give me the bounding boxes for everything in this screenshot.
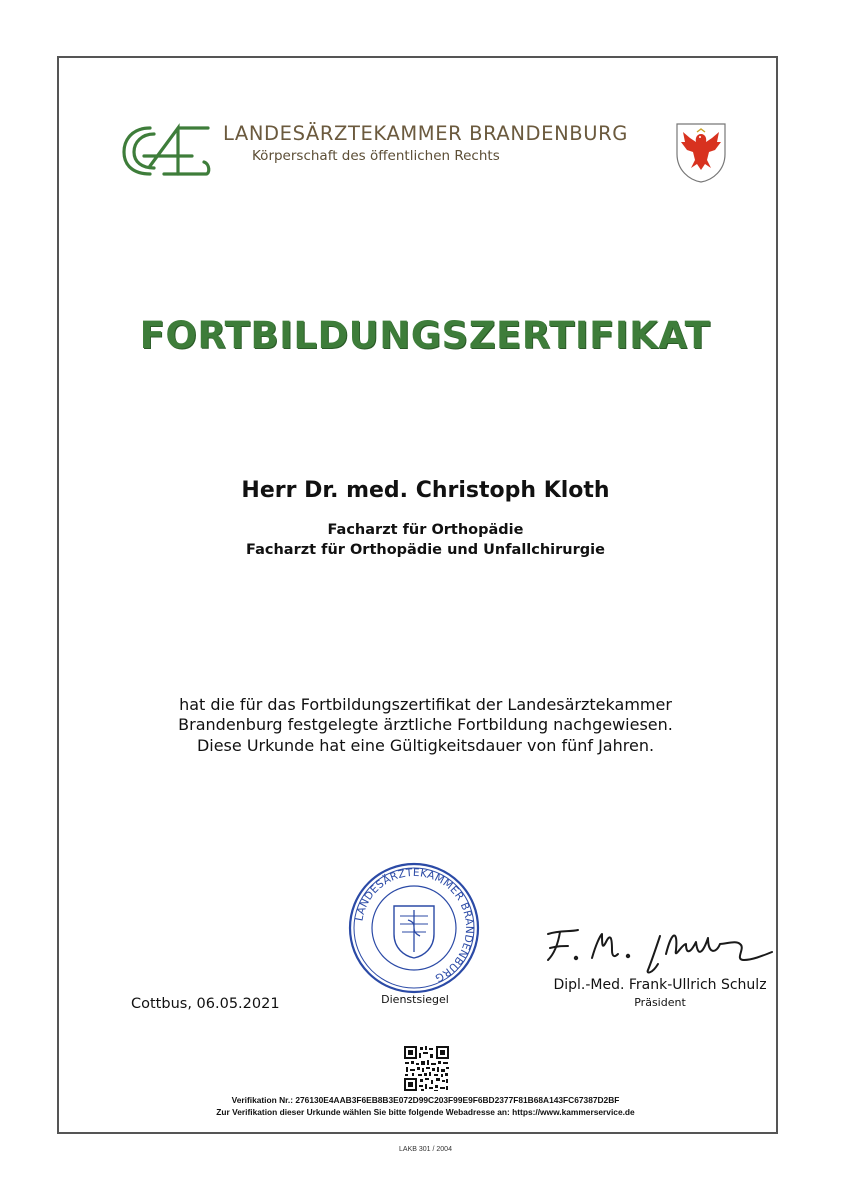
place-and-date: Cottbus, 06.05.2021 [131,996,280,1012]
certificate-title: FORTBILDUNGSZERTIFIKAT [139,314,711,357]
signer-title: Präsident [634,996,686,1009]
verification-instructions: Zur Verifikation dieser Urkunde wählen Sie bitte folgende Webadresse an: https://www.kammerservice.de [216,1107,635,1117]
qr-code-icon [403,1045,450,1092]
body-text-line: Diese Urkunde hat eine Gültigkeitsdauer von fünf Jahren. [196,736,655,755]
qualification-line: Facharzt für Orthopädie [327,522,524,538]
organization-name: LANDESÄRZTEKAMMER BRANDENBURG [223,122,628,145]
body-text-line: hat die für das Fortbildungszertifikat der Landesärztekammer [179,695,672,714]
handwritten-signature [540,920,780,980]
recipient-name: Herr Dr. med. Christoph Kloth [241,478,610,503]
organization-subtitle: Körperschaft des öffentlichen Rechts [252,148,500,164]
seal-ring-text: LANDESÄRZTEKAMMER BRANDENBURG [353,866,476,985]
qualification-line: Facharzt für Orthopädie und Unfallchirurgie [246,542,605,558]
body-text-line: Brandenburg festgelegte ärztliche Fortbildung nachgewiesen. [178,715,673,734]
lakb-monogram-logo-icon [120,122,212,180]
form-code: LAKB 301 / 2004 [399,1146,452,1153]
seal-label: Dienstsiegel [381,993,449,1006]
official-seal-icon [346,860,482,996]
signer-name: Dipl.-Med. Frank-Ullrich Schulz [553,977,767,993]
verification-number: Verifikation Nr.: 276130E4AAB3F6EB8B3E072D99C203F99E9F6BD2377F81B68A143FC67387D2BF [231,1095,620,1105]
brandenburg-eagle-crest-icon [673,120,729,184]
